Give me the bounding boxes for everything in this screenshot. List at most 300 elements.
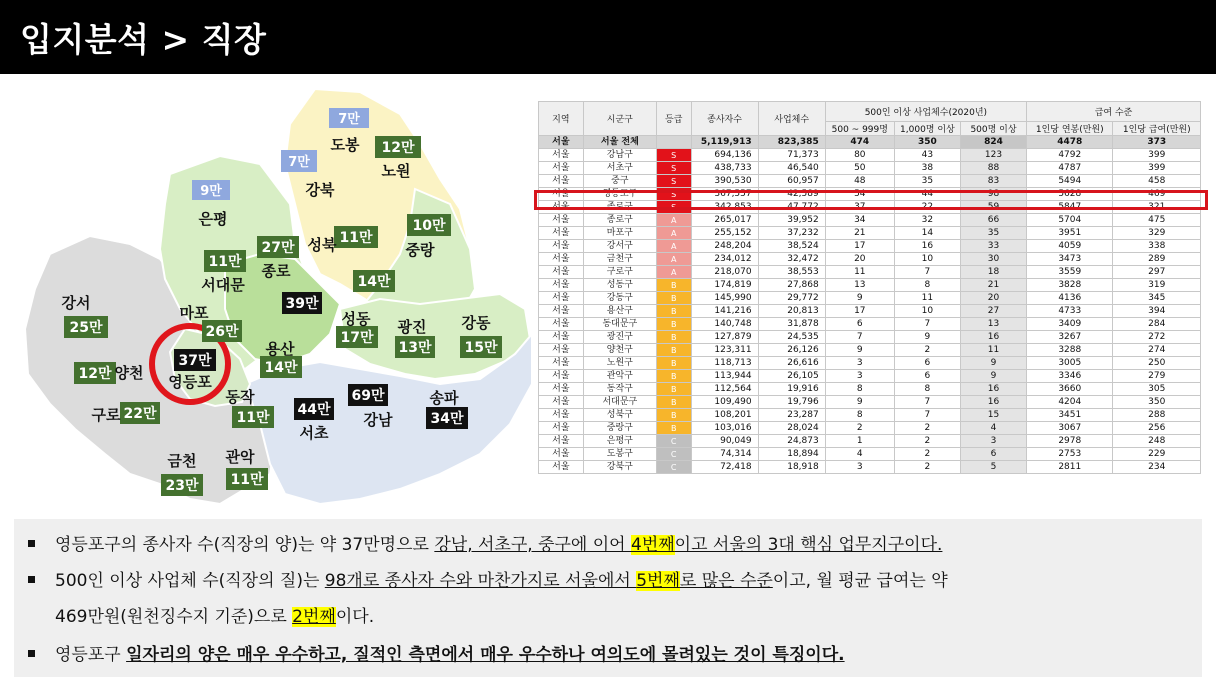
district-value: 22만 (123, 406, 157, 422)
table-cell: 59 (960, 201, 1026, 214)
table-cell: 373 (1113, 136, 1201, 149)
grade-badge: S (656, 201, 691, 214)
table-cell: 10 (894, 253, 960, 266)
table-row-total (539, 136, 1201, 149)
table-cell: 3951 (1027, 227, 1113, 240)
table-row (539, 409, 1201, 422)
note-highlight: 5번째 (636, 571, 680, 591)
table-cell: 329 (1113, 227, 1201, 240)
grade-badge: A (656, 253, 691, 266)
table-row (539, 422, 1201, 435)
table-cell: 35 (894, 175, 960, 188)
district-value: 7만 (338, 112, 360, 127)
table-cell: 21 (825, 227, 894, 240)
table-cell: 서울 (539, 396, 584, 409)
table-row (539, 305, 1201, 318)
table-cell: 9 (960, 370, 1026, 383)
table-cell: 80 (825, 149, 894, 162)
table-cell: 37 (825, 201, 894, 214)
table-cell: 4059 (1027, 240, 1113, 253)
table-cell: 72,418 (691, 461, 758, 474)
table-cell: 17 (825, 240, 894, 253)
table-cell: 16 (960, 331, 1026, 344)
district-name: 동작 (225, 388, 255, 406)
district-value: 69만 (351, 388, 385, 404)
district-name: 성북 (307, 236, 337, 254)
table-cell: 38,553 (758, 266, 825, 279)
district-value: 7만 (288, 155, 310, 170)
table-cell: 서대문구 (583, 396, 656, 409)
grade-badge: S (656, 188, 691, 201)
bullet-icon (28, 650, 35, 657)
table-cell: 서울 (539, 201, 584, 214)
table-cell: 서울 (539, 279, 584, 292)
table-row (539, 357, 1201, 370)
district-name: 구로 (91, 406, 121, 424)
table-cell: 44 (894, 188, 960, 201)
district-value: 17만 (340, 330, 374, 346)
district-value: 26만 (205, 324, 239, 340)
table-cell: 3288 (1027, 344, 1113, 357)
table-cell: 234,012 (691, 253, 758, 266)
table-cell: 31,878 (758, 318, 825, 331)
table-cell: 2 (894, 344, 960, 357)
table-cell: 18,894 (758, 448, 825, 461)
col-header-district: 시군구 (583, 102, 656, 136)
district-name: 도봉 (330, 136, 360, 154)
table-cell: 광진구 (583, 331, 656, 344)
table-cell: 서울 (539, 383, 584, 396)
table-cell: 서울 (539, 149, 584, 162)
table-cell: 8 (894, 279, 960, 292)
table-cell: 성북구 (583, 409, 656, 422)
table-cell: 288 (1113, 409, 1201, 422)
table-cell: 272 (1113, 331, 1201, 344)
table-cell: 37,232 (758, 227, 825, 240)
table-cell: 19,796 (758, 396, 825, 409)
table-cell: 서울 (539, 266, 584, 279)
table-cell: 9 (825, 396, 894, 409)
table-cell: 66 (960, 214, 1026, 227)
table-cell: 289 (1113, 253, 1201, 266)
table-cell: 8 (825, 409, 894, 422)
table-cell: 20 (960, 292, 1026, 305)
table-cell: 9 (894, 331, 960, 344)
table-row (539, 253, 1201, 266)
table-cell: 35 (960, 227, 1026, 240)
table-cell: 서울 (539, 448, 584, 461)
grade-badge: B (656, 357, 691, 370)
district-yangcheon (74, 362, 143, 384)
table-cell: 2 (894, 435, 960, 448)
table-row (539, 227, 1201, 240)
table-cell: 32,472 (758, 253, 825, 266)
table-cell: 서울 (539, 305, 584, 318)
table-cell: 174,819 (691, 279, 758, 292)
table-cell: 서초구 (583, 162, 656, 175)
table-cell: 마포구 (583, 227, 656, 240)
table-cell: 29,772 (758, 292, 825, 305)
table-row (539, 266, 1201, 279)
note-text: 일자리의 양은 매우 우수하고, 질적인 측면에서 매우 우수하나 여의도에 몰려있는 것이 특징이다. (126, 645, 845, 665)
table-cell: 서울 (539, 253, 584, 266)
table-cell: 229 (1113, 448, 1201, 461)
table-cell: 16 (960, 383, 1026, 396)
table-cell: 8 (894, 383, 960, 396)
district-name: 서초 (299, 424, 329, 442)
table-cell: 234 (1113, 461, 1201, 474)
grade-badge: B (656, 305, 691, 318)
district-name: 용산 (265, 340, 295, 358)
table-row (539, 396, 1201, 409)
table-cell: 11 (894, 292, 960, 305)
note-text: 500인 이상 사업체 수(직장의 질)는 (55, 571, 325, 591)
table-cell: 823,385 (758, 136, 825, 149)
district-dongdaemun (353, 270, 395, 292)
district-name: 강동 (461, 314, 491, 332)
table-cell: 42,589 (758, 188, 825, 201)
note-bullet-3 (28, 643, 845, 667)
table-cell: 서울 (539, 162, 584, 175)
table-cell: 438,733 (691, 162, 758, 175)
district-value: 14만 (357, 274, 391, 290)
table-cell: 50 (825, 162, 894, 175)
table-cell: 14 (894, 227, 960, 240)
table-row (539, 461, 1201, 474)
table-cell: 71,373 (758, 149, 825, 162)
table-cell: 74,314 (691, 448, 758, 461)
note-highlight: 4번째 (631, 535, 675, 555)
district-value: 11만 (236, 410, 270, 426)
grade-badge: B (656, 370, 691, 383)
table-cell: 강서구 (583, 240, 656, 253)
table-cell: 동작구 (583, 383, 656, 396)
table-cell: 서울 (539, 344, 584, 357)
col-header-large-group: 500인 이상 사업체수(2020년) (825, 102, 1026, 122)
table-row (539, 370, 1201, 383)
table-row (539, 240, 1201, 253)
note-text: 이고, 월 평균 급여는 약 (772, 571, 948, 591)
table-cell: 350 (1113, 396, 1201, 409)
col-header-employees: 종사자수 (691, 102, 758, 136)
table-cell: 6 (894, 370, 960, 383)
table-row (539, 279, 1201, 292)
table-cell: 7 (894, 318, 960, 331)
table-cell: 5,119,913 (691, 136, 758, 149)
district-seocho (294, 398, 334, 442)
table-cell: 7 (825, 331, 894, 344)
table-cell: 3409 (1027, 318, 1113, 331)
table-cell: 2 (894, 461, 960, 474)
table-cell: 6 (894, 357, 960, 370)
table-cell: 17 (825, 305, 894, 318)
table-cell: 7 (894, 409, 960, 422)
district-value: 14만 (264, 360, 298, 376)
table-cell: 34 (825, 214, 894, 227)
table-cell: 7 (894, 266, 960, 279)
table-cell: 32 (894, 214, 960, 227)
table-cell: 38,524 (758, 240, 825, 253)
table-cell: 26,616 (758, 357, 825, 370)
table-cell: 28,024 (758, 422, 825, 435)
bullet-icon (28, 540, 35, 547)
table-cell: 109,490 (691, 396, 758, 409)
table-cell: 140,748 (691, 318, 758, 331)
grade-badge: B (656, 318, 691, 331)
table-cell: 서울 (539, 461, 584, 474)
table-cell: 13 (960, 318, 1026, 331)
table-cell: 123 (960, 149, 1026, 162)
table-cell: 3267 (1027, 331, 1113, 344)
table-cell: 3067 (1027, 422, 1113, 435)
table-cell: 5 (960, 461, 1026, 474)
table-row (539, 448, 1201, 461)
table-cell: 297 (1113, 266, 1201, 279)
note-highlight: 2번째 (292, 607, 336, 627)
table-row (539, 331, 1201, 344)
employment-table (538, 101, 1201, 474)
table-cell: 서울 (539, 357, 584, 370)
table-cell: 321 (1113, 201, 1201, 214)
table-cell: 108,201 (691, 409, 758, 422)
table-cell: 255,152 (691, 227, 758, 240)
table-cell: 256 (1113, 422, 1201, 435)
table-cell: 16 (960, 396, 1026, 409)
table-cell: 서울 (539, 422, 584, 435)
table-cell: 319 (1113, 279, 1201, 292)
district-value: 11만 (208, 254, 242, 270)
grade-badge: B (656, 279, 691, 292)
district-value: 23만 (165, 478, 199, 494)
table-cell: 3451 (1027, 409, 1113, 422)
district-name: 광진 (397, 318, 427, 336)
district-value: 10만 (412, 218, 446, 234)
table-cell: 474 (825, 136, 894, 149)
table-row (539, 201, 1201, 214)
table-cell: 399 (1113, 149, 1201, 162)
table-cell: 26,126 (758, 344, 825, 357)
district-name: 송파 (429, 389, 459, 407)
table-cell: 367,557 (691, 188, 758, 201)
table-cell: 구로구 (583, 266, 656, 279)
table-cell: 3473 (1027, 253, 1113, 266)
grade-badge: S (656, 162, 691, 175)
table-cell: 2753 (1027, 448, 1113, 461)
district-value: 13만 (398, 340, 432, 356)
table-cell: 4792 (1027, 149, 1113, 162)
district-value: 15만 (464, 340, 498, 356)
table-cell: 83 (960, 175, 1026, 188)
grade-badge: B (656, 344, 691, 357)
table-cell: 3346 (1027, 370, 1113, 383)
table-row (539, 292, 1201, 305)
district-value: 34만 (430, 411, 464, 427)
note-text: 이다. (335, 607, 375, 627)
table-cell: 서울 (539, 227, 584, 240)
table-cell: 279 (1113, 370, 1201, 383)
district-name: 종로 (261, 262, 291, 280)
table-cell: 15 (960, 409, 1026, 422)
table-cell: 265,017 (691, 214, 758, 227)
table-cell: 동대문구 (583, 318, 656, 331)
district-value: 39만 (285, 296, 319, 312)
table-cell: 3660 (1027, 383, 1113, 396)
table-cell: 4 (825, 448, 894, 461)
note-text: 강남, 서초구, 중구에 이어 (434, 535, 631, 555)
note-text: 98개로 종사자 수와 마찬가지로 서울에서 (324, 571, 637, 591)
note-bullet-1 (28, 533, 942, 557)
table-cell: 694,136 (691, 149, 758, 162)
grade-badge: S (656, 175, 691, 188)
note-bullet-2-cont (55, 605, 374, 629)
table-cell: 19,916 (758, 383, 825, 396)
table-cell: 서울 (539, 214, 584, 227)
col-header-500-plus: 500명 이상 (960, 122, 1026, 136)
note-bullet-2 (28, 569, 948, 593)
table-cell: 노원구 (583, 357, 656, 370)
table-row (539, 344, 1201, 357)
col-header-1000-plus: 1,000명 이상 (894, 122, 960, 136)
table-cell: 118,713 (691, 357, 758, 370)
table-cell: 90,049 (691, 435, 758, 448)
table-cell: 21 (960, 279, 1026, 292)
table-row (539, 162, 1201, 175)
table-cell: 20 (825, 253, 894, 266)
grade-badge: B (656, 331, 691, 344)
table-cell: 4136 (1027, 292, 1113, 305)
table-cell: 3005 (1027, 357, 1113, 370)
table-cell: 24,535 (758, 331, 825, 344)
col-header-businesses: 사업체수 (758, 102, 825, 136)
table-cell: 284 (1113, 318, 1201, 331)
table-cell: 20,813 (758, 305, 825, 318)
table-cell: 강남구 (583, 149, 656, 162)
district-name: 노원 (381, 162, 411, 180)
table-cell: 248 (1113, 435, 1201, 448)
table-cell: 영등포구 (583, 188, 656, 201)
table-cell: 127,879 (691, 331, 758, 344)
district-guro (92, 402, 160, 424)
table-cell: 3 (825, 370, 894, 383)
col-header-region: 지역 (539, 102, 584, 136)
table-cell: 399 (1113, 162, 1201, 175)
grade-badge: S (656, 149, 691, 162)
table-cell: 16 (894, 240, 960, 253)
table-cell: 3 (960, 435, 1026, 448)
district-name: 강서 (61, 294, 91, 312)
table-row (539, 214, 1201, 227)
table-cell: 23,287 (758, 409, 825, 422)
col-header-pay-group: 급여 수준 (1027, 102, 1201, 122)
table-row (539, 188, 1201, 201)
table-cell: 9 (960, 357, 1026, 370)
district-name: 영등포 (168, 373, 212, 391)
table-cell: 1 (825, 435, 894, 448)
table-cell: 8 (825, 383, 894, 396)
col-header-500-999: 500 ~ 999명 (825, 122, 894, 136)
table-cell: 3828 (1027, 279, 1113, 292)
header-bar (0, 0, 1216, 74)
table-cell: 305 (1113, 383, 1201, 396)
table-cell: 248,204 (691, 240, 758, 253)
grade-badge: C (656, 435, 691, 448)
table-cell: 145,990 (691, 292, 758, 305)
table-row (539, 435, 1201, 448)
table-cell: 종로구 (583, 214, 656, 227)
district-name: 금천 (167, 452, 197, 470)
table-cell: 98 (960, 188, 1026, 201)
table-row (539, 175, 1201, 188)
table-cell: 강동구 (583, 292, 656, 305)
table-cell: 26,105 (758, 370, 825, 383)
district-name: 관악 (225, 448, 255, 466)
district-value: 9만 (200, 184, 222, 199)
district-value: 12만 (381, 140, 415, 156)
grade-badge: B (656, 383, 691, 396)
table-cell: 양천구 (583, 344, 656, 357)
note-text: 영등포구의 종사자 수(직장의 양)는 약 37만명으로 (55, 535, 435, 555)
map-svg (20, 84, 536, 516)
col-header-pay-monthly: 1인당 급여(만원) (1113, 122, 1201, 136)
district-name: 강북 (305, 181, 335, 199)
table-cell: 342,853 (691, 201, 758, 214)
bullet-icon (28, 576, 35, 583)
table-cell: 475 (1113, 214, 1201, 227)
table-cell: 5494 (1027, 175, 1113, 188)
grade-badge: C (656, 448, 691, 461)
grade-badge: C (656, 461, 691, 474)
table-cell: 7 (894, 396, 960, 409)
col-header-pay-annual: 1인당 연봉(만원) (1027, 122, 1113, 136)
table-cell: 관악구 (583, 370, 656, 383)
grade-badge: A (656, 266, 691, 279)
table-cell: 서울 전체 (583, 136, 656, 149)
table-cell: 123,311 (691, 344, 758, 357)
table-cell: 4733 (1027, 305, 1113, 318)
district-yeongdeungpo (168, 349, 216, 391)
table-cell: 서울 (539, 136, 584, 149)
table-cell: 3559 (1027, 266, 1113, 279)
district-value: 27만 (261, 240, 295, 256)
table-cell: 54 (825, 188, 894, 201)
district-name: 강남 (363, 411, 393, 429)
table-cell: 250 (1113, 357, 1201, 370)
table-cell: 141,216 (691, 305, 758, 318)
note-text: 영등포구 (55, 645, 127, 665)
table-cell: 중구 (583, 175, 656, 188)
district-name: 양천 (114, 364, 144, 382)
table-cell: 18 (960, 266, 1026, 279)
table-cell: 9 (825, 292, 894, 305)
note-text: 로 많은 수준 (679, 571, 773, 591)
table-cell: 3 (825, 357, 894, 370)
district-value: 12만 (78, 366, 112, 382)
table-cell: 43 (894, 149, 960, 162)
table-cell: 46,540 (758, 162, 825, 175)
table-cell: 2 (894, 422, 960, 435)
employment-table-wrap (538, 101, 1204, 513)
table-cell: 11 (960, 344, 1026, 357)
table-cell: 5704 (1027, 214, 1113, 227)
table-cell: 218,070 (691, 266, 758, 279)
grade-badge: B (656, 409, 691, 422)
district-value: 44만 (297, 402, 331, 418)
grade-badge: B (656, 396, 691, 409)
table-row (539, 318, 1201, 331)
table-cell: 2811 (1027, 461, 1113, 474)
table-cell: 도봉구 (583, 448, 656, 461)
table-cell: 4478 (1027, 136, 1113, 149)
